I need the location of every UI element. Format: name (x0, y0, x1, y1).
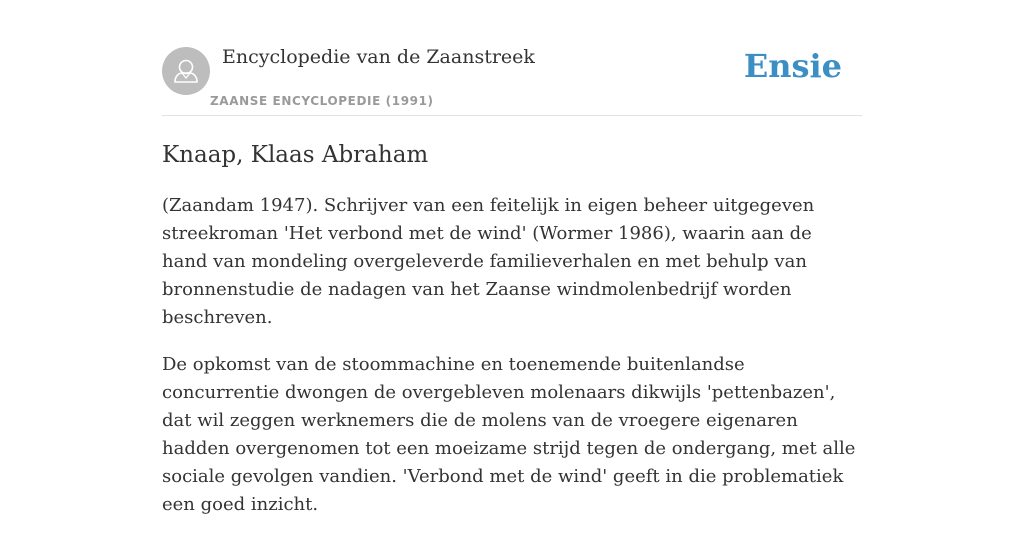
entry-paragraph-1: (Zaandam 1947). Schrijver van een feitelijk in eigen beheer uitgegeven streekroman 'Het verbond met de wind' (Wormer 1986), waarin aan de hand van mondeling overgeleverde familieverhalen en met behulp van bronnenstudie de nadagen van het Zaanse windmolenbedrijf worden beschreven. (162, 195, 815, 328)
avatar[interactable] (162, 47, 210, 95)
entry-body (162, 192, 862, 538)
entry-title: Knaap, Klaas Abraham (162, 142, 429, 168)
entry-paragraph-2: De opkomst van de stoommachine en toenemende buitenlandse concurrentie dwongen de overgebleven molenaars dikwijls 'pettenbazen', dat wil zeggen werknemers die de molens van de vroegere eigenaren hadden overgenomen tot een moeizame strijd tegen de ondergang, met alle sociale gevolgen vandien. 'Verbond met de wind' geeft in die problematiek een goed inzicht. (162, 354, 856, 515)
user-icon (162, 47, 210, 95)
brand-logo-link[interactable]: Ensie (743, 47, 842, 85)
source-header (162, 0, 862, 116)
page-container (162, 0, 862, 515)
source-title-link[interactable]: Encyclopedie van de Zaanstreek (222, 46, 535, 68)
source-subtitle: ZAANSE ENCYCLOPEDIE (1991) (210, 94, 434, 108)
